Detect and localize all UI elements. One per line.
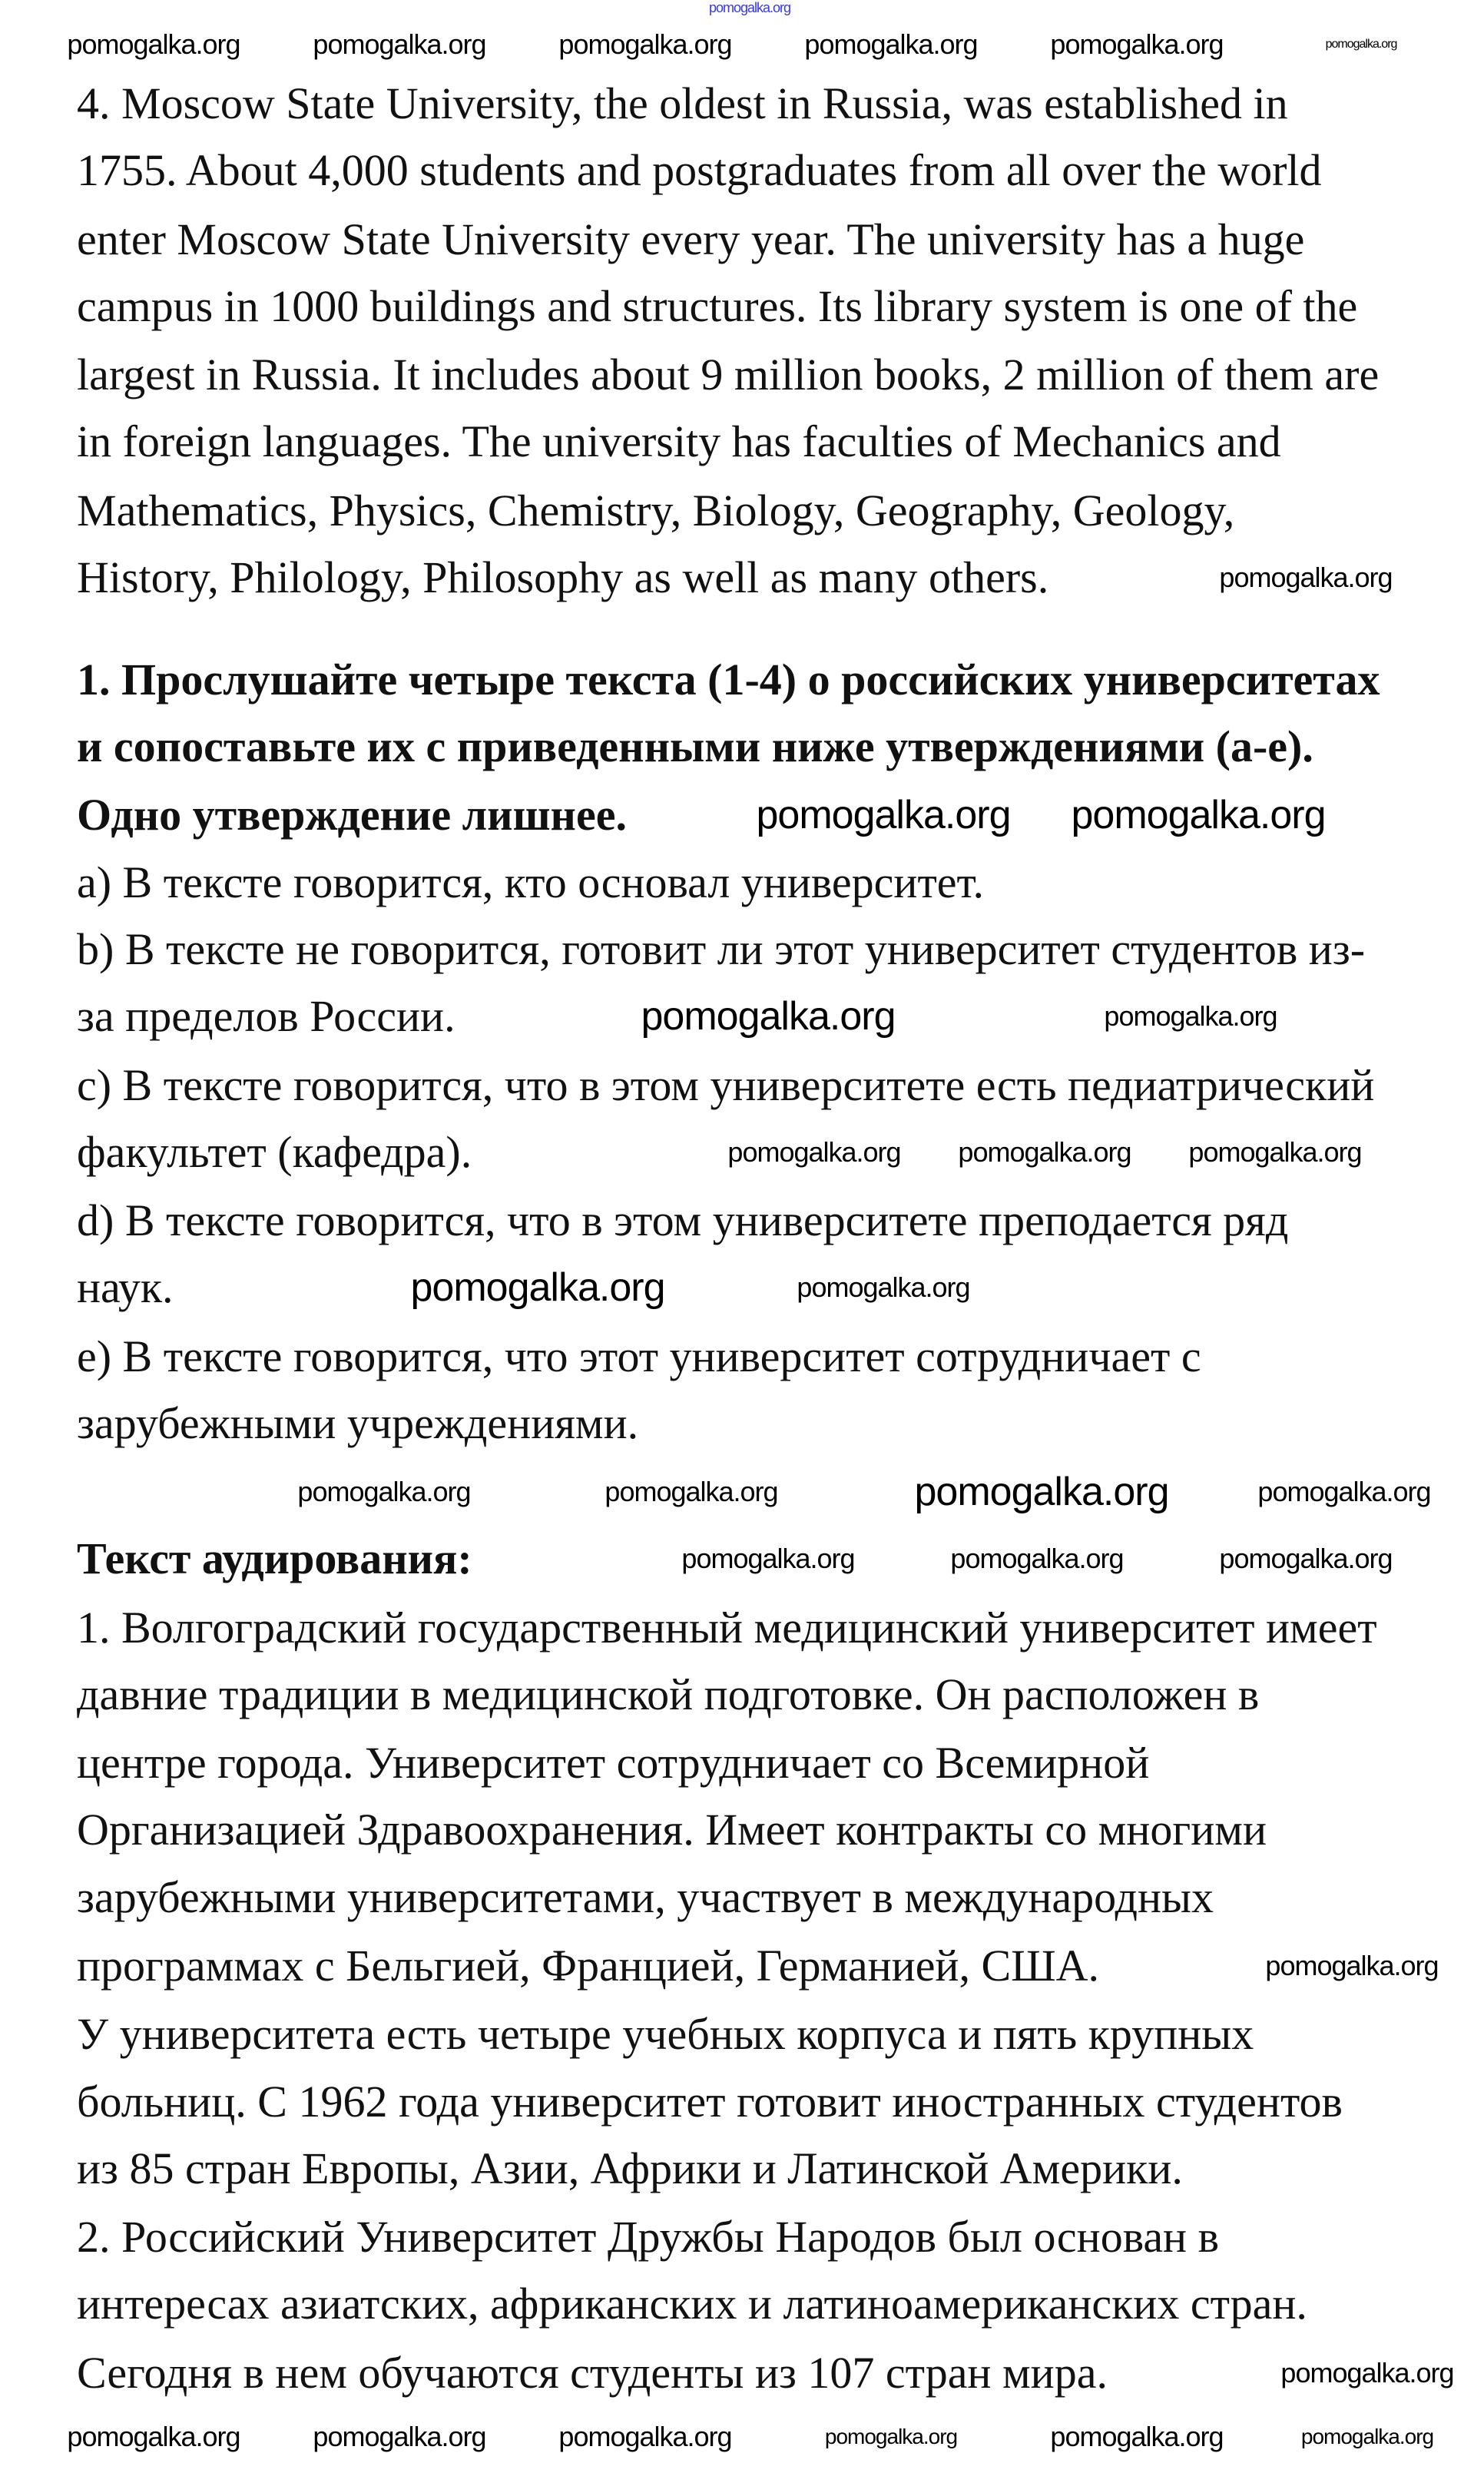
- listening-line: У университета есть четыре учебных корпуса и пять крупных: [77, 2009, 1254, 2059]
- watermark: pomogalka.org: [914, 1470, 1169, 1514]
- watermark: pomogalka.org: [1104, 1000, 1277, 1032]
- watermark: pomogalka.org: [1280, 2357, 1454, 2388]
- listening-line: 2. Российский Университет Дружбы Народов был основан в: [77, 2212, 1219, 2262]
- watermark: pomogalka.org: [727, 1136, 901, 1168]
- listening-line: из 85 стран Европы, Азии, Африки и Латинской Америки.: [77, 2143, 1183, 2193]
- watermark: pomogalka.org: [681, 1543, 855, 1574]
- text-line: 1755. About 4,000 students and postgraduates from all over the world: [77, 145, 1322, 195]
- watermark: pomogalka.org: [804, 28, 978, 60]
- text-line: 4. Moscow State University, the oldest in Russia, was established in: [77, 78, 1288, 128]
- watermark: pomogalka.org: [410, 1265, 665, 1310]
- watermark: pomogalka.org: [558, 28, 732, 60]
- watermark: pomogalka.org: [950, 1543, 1124, 1574]
- listening-line: программах с Бельгией, Францией, Германией, США.: [77, 1941, 1100, 1991]
- listening-line: Организацией Здравоохранения. Имеет контракты со многими: [77, 1805, 1267, 1855]
- text-line: largest in Russia. It includes about 9 million books, 2 million of them are: [77, 350, 1380, 399]
- watermark: pomogalka.org: [558, 2421, 732, 2452]
- statement-line: a) В тексте говорится, кто основал университет.: [77, 857, 985, 907]
- statement-line: d) В тексте говорится, что в этом университете преподается ряд: [77, 1195, 1289, 1245]
- statement-line: c) В тексте говорится, что в этом университете есть педиатрический: [77, 1060, 1375, 1110]
- watermark: pomogalka.org: [313, 2421, 486, 2452]
- watermark: pomogalka.org: [1325, 38, 1397, 51]
- watermark: pomogalka.org: [67, 28, 240, 60]
- listening-line: давние традиции в медицинской подготовке. Он расположен в: [77, 1669, 1260, 1719]
- statement-line: наук.: [77, 1262, 174, 1312]
- watermark: pomogalka.org: [1050, 28, 1224, 60]
- text-line: History, Philology, Philosophy as well as many others.: [77, 552, 1049, 602]
- watermark: pomogalka.org: [1300, 2425, 1434, 2448]
- task-line: 1. Прослушайте четыре текста (1-4) о российских университетах: [77, 655, 1380, 704]
- listening-line: 1. Волгоградский государственный медицинский университет имеет: [77, 1603, 1377, 1653]
- statement-line: b) В тексте не говорится, готовит ли этот университет студентов из-: [77, 924, 1366, 974]
- watermark: pomogalka.org: [1257, 1476, 1431, 1507]
- watermark: pomogalka.org: [1219, 562, 1393, 593]
- listening-heading: Текст аудирования:: [77, 1533, 472, 1583]
- watermark: pomogalka.org: [313, 28, 486, 60]
- listening-line: интересах азиатских, африканских и латиноамериканских стран.: [77, 2279, 1307, 2329]
- text-line: Mathematics, Physics, Chemistry, Biology, Geography, Geology,: [77, 486, 1235, 535]
- statement-line: e) В тексте говорится, что этот университет сотрудничает с: [77, 1331, 1201, 1381]
- statement-line: зарубежными учреждениями.: [77, 1398, 639, 1448]
- watermark: pomogalka.org: [605, 1476, 778, 1507]
- listening-line: больниц. С 1962 года университет готовит иностранных студентов: [77, 2077, 1343, 2127]
- listening-line: зарубежными университетами, участвует в международных: [77, 1872, 1214, 1922]
- watermark: pomogalka.org: [1219, 1543, 1393, 1574]
- watermark: pomogalka.org: [797, 1271, 970, 1303]
- listening-line: центре города. Университет сотрудничает со Всемирной: [77, 1738, 1150, 1788]
- statement-line: за пределов России.: [77, 991, 455, 1041]
- watermark: pomogalka.org: [1265, 1950, 1439, 1981]
- watermark: pomogalka.org: [67, 2421, 240, 2452]
- task-line: и сопоставьте их с приведенными ниже утверждениями (a-e).: [77, 721, 1313, 771]
- statement-line: факультет (кафедра).: [77, 1127, 472, 1177]
- watermark: pomogalka.org: [641, 994, 896, 1039]
- watermark: pomogalka.org: [1071, 793, 1326, 837]
- watermark: pomogalka.org: [1050, 2421, 1224, 2452]
- text-line: enter Moscow State University every year. The university has a huge: [77, 214, 1305, 264]
- watermark: pomogalka.org: [708, 0, 791, 15]
- task-line: Одно утверждение лишнее.: [77, 790, 627, 840]
- watermark: pomogalka.org: [756, 793, 1011, 837]
- text-line: in foreign languages. The university has faculties of Mechanics and: [77, 416, 1281, 466]
- watermark: pomogalka.org: [958, 1136, 1131, 1168]
- watermark: pomogalka.org: [824, 2425, 958, 2448]
- text-line: campus in 1000 buildings and structures. Its library system is one of the: [77, 281, 1358, 331]
- listening-line: Сегодня в нем обучаются студенты из 107 стран мира.: [77, 2348, 1108, 2398]
- watermark: pomogalka.org: [1188, 1136, 1362, 1168]
- watermark: pomogalka.org: [297, 1476, 471, 1507]
